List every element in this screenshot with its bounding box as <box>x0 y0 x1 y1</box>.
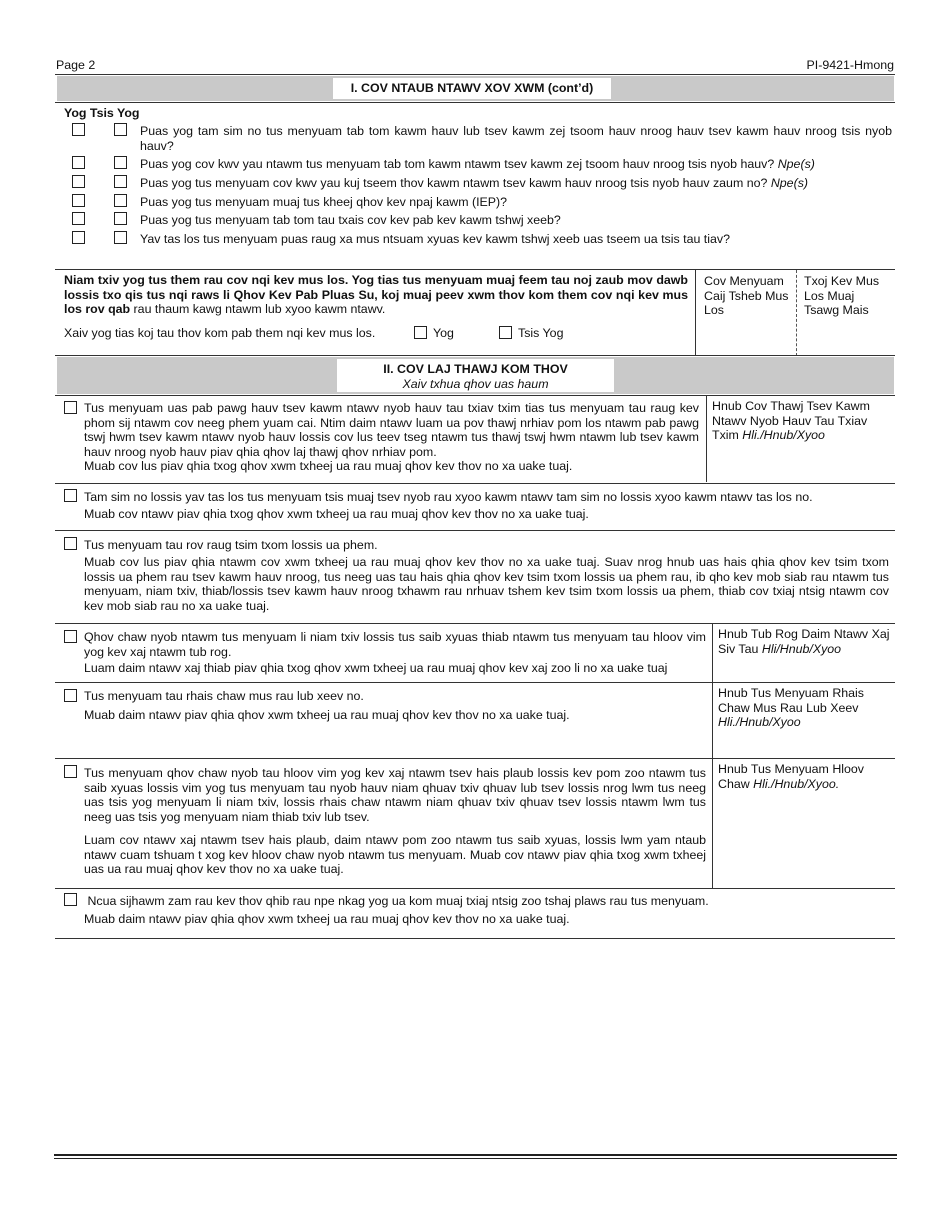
reason2-instructions: Muab cov ntawv piav qhia txog qhov xwm txheej ua rau muaj qhov kev thov no xa uake tuaj. <box>84 507 589 521</box>
reason5-text: Tus menyuam tau rhais chaw mus rau lub xeev no. <box>84 689 364 703</box>
q5-no-checkbox[interactable] <box>114 212 127 225</box>
q1-no-checkbox[interactable] <box>114 123 127 136</box>
divider <box>712 624 713 888</box>
rule <box>55 483 895 484</box>
q4-no-checkbox[interactable] <box>114 194 127 207</box>
reason7-checkbox[interactable] <box>64 893 77 906</box>
bottom-rule-thin <box>54 1158 897 1159</box>
reason5-checkbox[interactable] <box>64 689 77 702</box>
reason2-checkbox[interactable] <box>64 489 77 502</box>
reason6-text: Tus menyuam qhov chaw nyob tau hloov vim yog kev xaj ntawm tsev hais plaub lossis kev pom zoo ntawm tus saib xyuas lossis vim yog tus menyuam tau nyob hauv niam qhuav txiv qhuav lub tsev lossis nrog lwm tus neeg uas tsis yog menyuam li niam txiv, lossis rhais chaw ntawm niam qhuav txiv qhuav tsev lossis ntawm lwm tus neeg uas tsis yog menyuam niam thiab txiv lub tsev. <box>84 766 706 824</box>
q2-text: Puas yog cov kwv yau ntawm tus menyuam tab tom kawm ntawm tsev kawm zej tsoom hauv nroog tsis nyob hauv? Npe(s) <box>140 157 815 171</box>
q3-text: Puas yog tus menyuam cov kwv yau kuj tseem thov kawm ntawm tsev kawm hauv nroog tsis nyob hauv zaum no? Npe(s) <box>140 176 809 190</box>
riders-column-label: Cov Menyuam Caij Tsheb Mus Los <box>704 274 789 317</box>
reason3-checkbox[interactable] <box>64 537 77 550</box>
transport-yes-checkbox[interactable] <box>414 326 427 339</box>
reason2-text: Tam sim no lossis yav tas los tus menyuam tsis muaj tsev nyob rau xyoo kawm ntawv tam sim no lossis xyoo kawm ntawv tas los no. <box>84 490 813 504</box>
yes-no-header: Yog Tsis Yog <box>64 106 140 120</box>
page-number: Page 2 <box>56 58 96 72</box>
form-id: PI-9421-Hmong <box>806 58 894 72</box>
reason4-date-label: Hnub Tub Rog Daim Ntawv Xaj Siv Tau Hli/Hnub/Xyoo <box>718 627 890 656</box>
q6-no-checkbox[interactable] <box>114 231 127 244</box>
section2-title: II. COV LAJ THAWJ KOM THOV <box>383 362 568 376</box>
q6-text: Yav tas los tus menyuam puas raug xa mus ntsuam xyuas kev kawm tshwj xeeb uas tseem ua tsis tau tiav? <box>140 232 730 246</box>
divider <box>695 270 696 356</box>
divider-dashed <box>796 270 797 356</box>
rule <box>55 395 895 396</box>
rule <box>55 682 895 683</box>
divider <box>706 396 707 482</box>
reason7-text: Ncua sijhawm zam rau kev thov qhib rau npe nkag yog ua kom muaj txiaj ntsig zoo tshaj plaws rau tus menyuam. <box>84 894 709 908</box>
reason5-instructions: Muab daim ntawv piav qhia qhov xwm txheej ua rau muaj qhov kev thov no xa uake tuaj. <box>84 708 570 722</box>
reason6-checkbox[interactable] <box>64 765 77 778</box>
rule <box>55 758 895 759</box>
reason1-text: Tus menyuam uas pab pawg hauv tsev kawm ntawv nyob hauv tau txiav txim tias tus menyuam tau raug kev phom sij ntawm cov neeg phem yuam cai. Ntim daim ntawv luam ua pov thawj nrhiav pom los ntawm pab pawg tswj hwm tsev kawm ntawv nyob hauv lossis cov lus teev tseg ntawm tus thawj tswj hwm ntawm lub tsev kawm hauv nroog nyob hauv piav qhia qhov laj thawj qhov nrhiav pom. <box>84 401 699 459</box>
q2-no-checkbox[interactable] <box>114 156 127 169</box>
rule <box>55 530 895 531</box>
reason3-text: Tus menyuam tau rov raug tsim txom lossis ua phem. <box>84 538 378 552</box>
q4-yes-checkbox[interactable] <box>72 194 85 207</box>
reason4-instructions: Luam daim ntawv xaj thiab piav qhia txog qhov xwm txheej ua rau muaj qhov kev xaj zoo li no xa uake tuaj <box>84 661 668 675</box>
reason6-instructions: Luam cov ntawv xaj ntawm tsev hais plaub, daim ntawv pom zoo ntawm tus saib xyuas, lossis lwm yam ntaub ntawv cuam tshuam t xog kev hloov chaw nyob ntawm tus menyuam. Muab cov ntawv piav qhia txog xwm txheej uas ua rau muaj qhov kev thov no xa uake tuaj. <box>84 833 706 876</box>
transport-notice: Niam txiv yog tus them rau cov nqi kev mus los. Yog tias tus menyuam muaj feem tau noj zaub mov dawb lossis txo qis tus nqi raws li Qhov Kev Pab Pluas Su, koj muaj peev xwm thov kom them cov nqi kev mus los rov qab rau thaum kawg ntawm lub xyoo kawm ntawv. <box>64 273 688 316</box>
q3-no-checkbox[interactable] <box>114 175 127 188</box>
reason5-date-label: Hnub Tus Menyuam Rhais Chaw Mus Rau Lub Xeev Hli./Hnub/Xyoo <box>718 686 865 729</box>
rule <box>55 74 895 75</box>
rule <box>55 938 895 939</box>
rule <box>55 269 895 270</box>
reason4-checkbox[interactable] <box>64 630 77 643</box>
reason4-text: Qhov chaw nyob ntawm tus menyuam li niam txiv lossis tus saib xyuas thiab ntawm tus menyuam tau hloov vim yog kev xaj ntawm tub rog. <box>84 630 706 659</box>
q6-yes-checkbox[interactable] <box>72 231 85 244</box>
section1-title: I. COV NTAUB NTAWV XOV XWM (cont’d) <box>333 78 611 99</box>
reason3-instructions: Muab cov lus piav qhia ntawm cov xwm txheej ua rau muaj qhov kev thov no xa uake tuaj. Suav nrog hnub uas hais qhia qhov kev tsim txom lossis ua phem rau tsev kawm hauv nroog, tus neeg uas tau hais qhia qhov kev tsim txom lossis ua phem rau, ib qho kev mob siab rau ntawm tus menyuam, niam txiv, thiab/lossis tsev kawm hauv nroog txhawm rau nrhuav tshem kev tsim txom lossis ua phem, thiab cov txiaj ntsig ntawm cov kev mob siab rau no xa uake tuaj. <box>84 555 889 613</box>
transport-no-checkbox[interactable] <box>499 326 512 339</box>
reason6-date-label: Hnub Tus Menyuam Hloov Chaw Hli./Hnub/Xyoo. <box>718 762 865 791</box>
q1-text: Puas yog tam sim no tus menyuam tab tom kawm hauv lub tsev kawm zej tsoom hauv nroog hauv tsev kawm hauv nroog tsis nyob hauv? <box>140 124 892 153</box>
transport-question: Xaiv yog tias koj tau thov kom pab them nqi kev mus los. <box>64 326 376 340</box>
q4-text: Puas yog tus menyuam muaj tus kheej qhov kev npaj kawm (IEP)? <box>140 195 508 209</box>
section2-title-box <box>337 359 614 392</box>
miles-column-label: Txoj Kev Mus Los Muaj Tsawg Mais <box>804 274 880 317</box>
rule <box>55 102 895 103</box>
q3-yes-checkbox[interactable] <box>72 175 85 188</box>
reason1-instructions: Muab cov lus piav qhia txog qhov xwm txheej ua rau muaj qhov kev thov no xa uake tuaj. <box>84 459 573 473</box>
reason1-date-label: Hnub Cov Thawj Tsev Kawm Ntawv Nyob Hauv Tau Txiav Txim Hli./Hnub/Xyoo <box>712 399 870 442</box>
transport-yes-label: Yog <box>433 326 454 340</box>
q2-yes-checkbox[interactable] <box>72 156 85 169</box>
q1-yes-checkbox[interactable] <box>72 123 85 136</box>
reason1-checkbox[interactable] <box>64 401 77 414</box>
rule <box>55 888 895 889</box>
transport-no-label: Tsis Yog <box>518 326 564 340</box>
q5-text: Puas yog tus menyuam tab tom tau txais cov kev pab kev kawm tshwj xeeb? <box>140 213 561 227</box>
reason7-instructions: Muab daim ntawv piav qhia qhov xwm txheej ua rau muaj qhov kev thov no xa uake tuaj. <box>84 912 570 926</box>
q2-suffix: Npe(s) <box>777 157 815 171</box>
q3-suffix: Npe(s) <box>770 176 809 190</box>
rule <box>55 355 895 356</box>
rule <box>55 623 895 624</box>
q5-yes-checkbox[interactable] <box>72 212 85 225</box>
section2-subtitle: Xaiv txhua qhov uas haum <box>402 377 549 391</box>
